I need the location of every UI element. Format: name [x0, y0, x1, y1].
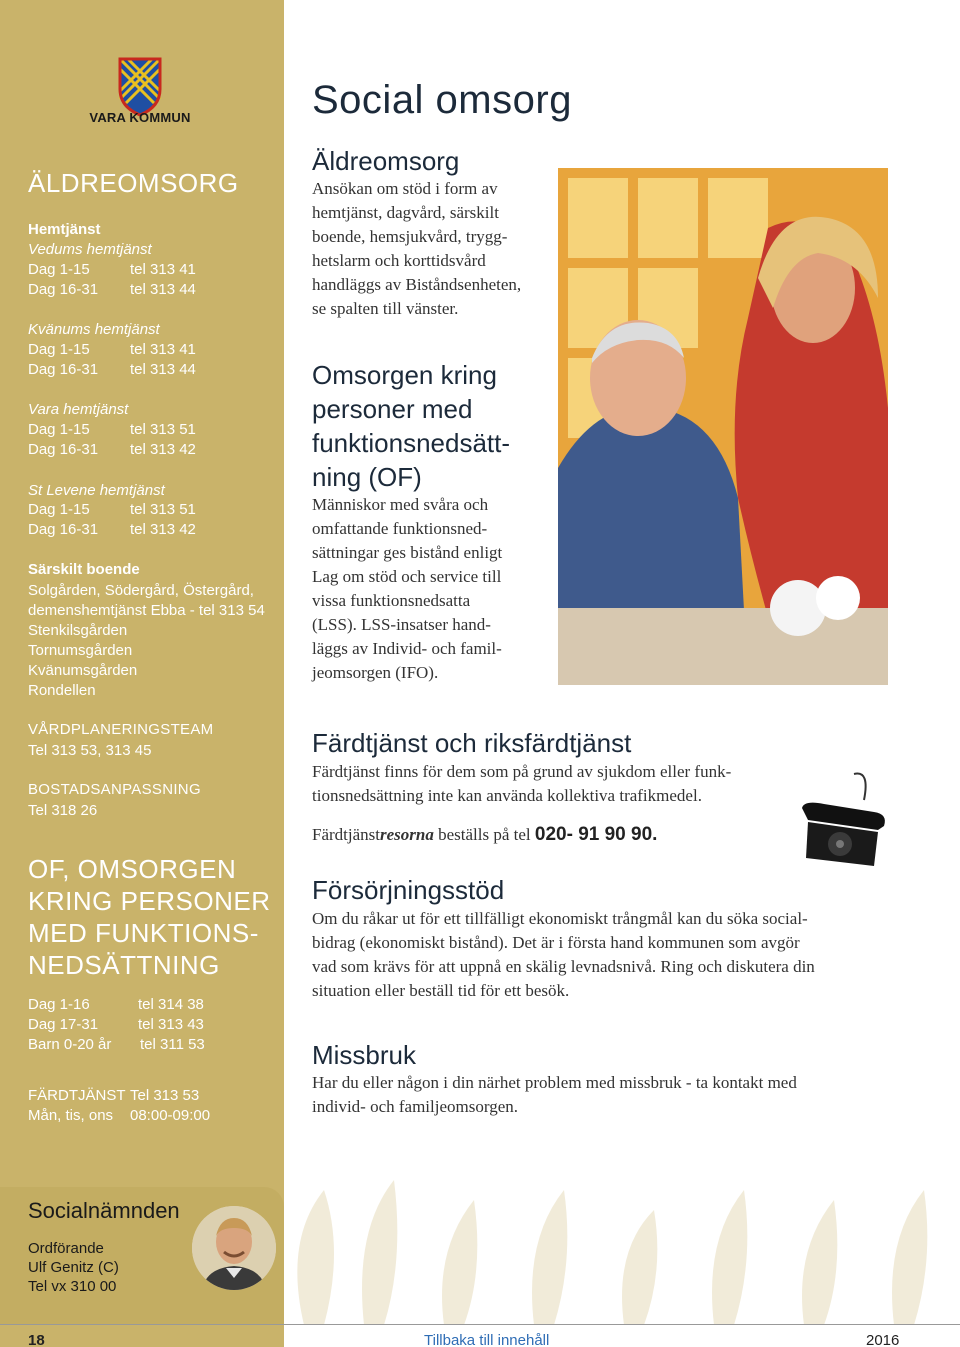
fardtjanst-hours: Mån, tis, ons 08:00-09:00: [28, 1107, 211, 1124]
of-row: Dag 17-31 tel 313 43: [28, 1016, 204, 1033]
of-heading-line: KRING PERSONER: [28, 886, 271, 916]
page-number: 18: [28, 1332, 45, 1347]
logo-text: VARA KOMMUN: [89, 110, 191, 125]
fard-text: Färdtjänst finns för dem som på grund av sjukdom eller funk- tionsnedsättning inte kan använda kollektiva trafikmedel.: [312, 762, 732, 805]
sarskilt-line: Stenkilsgården: [28, 622, 128, 639]
of-main-heading: Omsorgen kring personer med funktionsnedsätt- ning (OF): [312, 360, 511, 492]
socialnamnden-name: Ulf Genitz (C): [28, 1259, 119, 1276]
kvanum-row: Dag 16-31 tel 313 44: [28, 361, 196, 378]
missbruk-heading: Missbruk: [312, 1040, 417, 1070]
bostad-title: BOSTADSANPASSNING: [28, 781, 201, 798]
hemtjanst-title: Hemtjänst: [28, 221, 101, 238]
leaf-decoration: [284, 1150, 960, 1325]
fard-order: Färdtjänstresorna beställs på tel 020- 91 90 90.: [312, 824, 658, 845]
vardplanering-title: VÅRDPLANERINGSTEAM: [28, 721, 214, 738]
bostad-tel: Tel 318 26: [28, 802, 98, 819]
kvanum-row: Dag 1-15 tel 313 41: [28, 341, 196, 358]
vardplanering-tel: Tel 313 53, 313 45: [28, 742, 152, 759]
sarskilt-line: Rondellen: [28, 682, 96, 699]
vedum-row: Dag 1-15 tel 313 41: [28, 261, 196, 278]
socialnamnden-role: Ordförande: [28, 1240, 104, 1257]
of-row: Barn 0-20 år tel 311 53: [28, 1036, 205, 1053]
forsorj-heading: Försörjningsstöd: [312, 875, 505, 905]
fardtjanst-row: FÄRDTJÄNST Tel 313 53: [28, 1087, 200, 1104]
stlevene-row: Dag 1-15 tel 313 51: [28, 501, 196, 518]
vara-row: Dag 1-15 tel 313 51: [28, 421, 196, 438]
sarskilt-line: Kvänumsgården: [28, 662, 138, 679]
aldre-heading: Äldreomsorg: [312, 146, 460, 176]
care-photo: [558, 168, 888, 685]
sarskilt-title: Särskilt boende: [28, 561, 140, 578]
of-heading-line: OF, OMSORGEN: [28, 854, 237, 884]
forsorj-text: Om du råkar ut för ett tillfälligt ekonomiskt trångmål kan du söka social- bidrag (ekonomiskt bistånd). Det är i första hand kommunen som avgör vad som krävs för att uppnå en skälig levnadsnivå. Ring och diskutera din situation eller beställ tid för ett besök.: [312, 909, 815, 1000]
telephone-icon: [794, 770, 890, 870]
kvanum-name: Kvänums hemtjänst: [28, 321, 160, 338]
fard-heading: Färdtjänst och riksfärdtjänst: [312, 728, 632, 758]
of-heading-line: NEDSÄTTNING: [28, 950, 220, 980]
socialnamnden-tel: Tel vx 310 00: [28, 1278, 117, 1295]
stlevene-row: Dag 16-31 tel 313 42: [28, 521, 196, 538]
aldre-text: Ansökan om stöd i form av hemtjänst, dagvård, särskilt boende, hemsjukvård, trygg- hetslarm och korttidsvård handläggs av Biståndsenheten, se spalten till vänster.: [312, 179, 522, 318]
vara-name: Vara hemtjänst: [28, 401, 129, 418]
sarskilt-line: Tornumsgården: [28, 642, 133, 659]
aldreomsorg-heading: ÄLDREOMSORG: [28, 168, 239, 198]
footer-year: 2016: [866, 1332, 900, 1347]
of-row: Dag 1-16 tel 314 38: [28, 996, 204, 1013]
sarskilt-line: demenshemtjänst Ebba - tel 313 54: [28, 602, 265, 619]
stlevene-name: St Levene hemtjänst: [28, 482, 165, 499]
sarskilt-line: Solgården, Södergård, Östergård,: [28, 582, 254, 599]
fard-phone: 020- 91 90 90.: [534, 824, 658, 845]
missbruk-text: Har du eller någon i din närhet problem med missbruk - ta kontakt med individ- och familjeomsorgen.: [312, 1073, 797, 1116]
back-to-contents-link[interactable]: Tillbaka till innehåll: [424, 1332, 550, 1347]
of-heading-line: MED FUNKTIONS-: [28, 918, 259, 948]
avatar: [192, 1206, 276, 1290]
of-main-text: Människor med svåra och omfattande funktionsned- sättningar ges bistånd enligt Lag om stöd och service till vissa funktionsnedsatta (LSS). LSS-insatser hand- läggs av Individ- och famil- jeomsorgen (IFO).: [312, 495, 503, 682]
vara-row: Dag 16-31 tel 313 42: [28, 441, 196, 458]
page-title: Social omsorg: [312, 78, 572, 122]
socialnamnden-title: Socialnämnden: [28, 1198, 180, 1223]
vedum-name: Vedums hemtjänst: [28, 241, 152, 258]
footer-divider: [0, 1324, 960, 1325]
vedum-row: Dag 16-31 tel 313 44: [28, 281, 196, 298]
